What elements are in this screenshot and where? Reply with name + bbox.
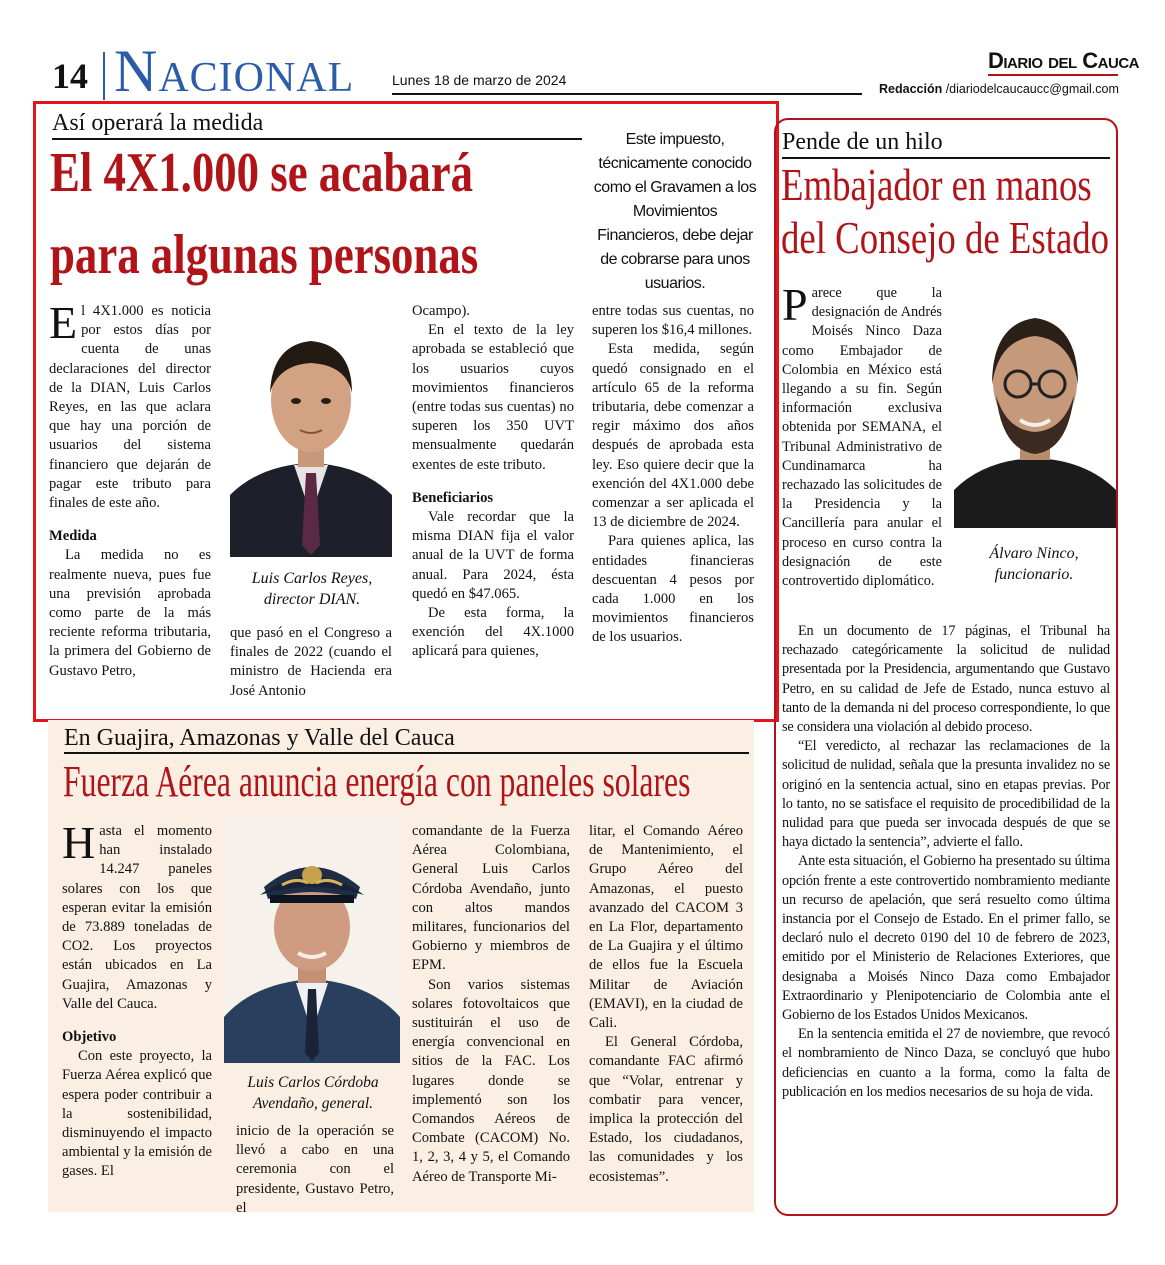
article-4x1000-col4-p3: Para quienes aplica, las entidades financieras descuentan 4 pesos por cada 1.000 en los movimientos financieros de los usuarios. [592, 533, 754, 646]
article-fuerza-aerea-col3-p1: comandante de la Fuerza Aérea Colombiana, General Luis Carlos Córdoba Avendaño, junto con altos mandos militares, funcionarios del Gobierno y miembros de EPM. [412, 823, 570, 974]
article-4x1000-headline-1: El 4X1.000 se acabará [50, 142, 474, 204]
article-4x1000-col1 [49, 297, 211, 681]
paper-name: Diario del Cauca [988, 48, 1139, 73]
article-4x1000-lead: l 4X1.000 es noticia por estos días por cuenta de unas declaraciones del director de la DIAN, Luis Carlos Reyes, en las que aclara que hay una porción de usuarios del sistema financiero que dejarán de pagar este tributo para finales de este año. [49, 303, 211, 512]
portrait-cordoba-illustration [224, 817, 400, 1063]
article-4x1000-kicker: Así operará la medida [52, 110, 264, 136]
article-fuerza-aerea-col2 [236, 1122, 394, 1218]
section-title: Nacional [114, 38, 355, 104]
article-4x1000-col2-p1: que pasó en el Congreso a finales de 2022 (cuando el ministro de Hacienda era José Antonio [230, 625, 392, 699]
article-embajador-kicker: Pende de un hilo [782, 129, 943, 155]
masthead-rule [392, 93, 862, 95]
article-fuerza-aerea-col4 [589, 822, 743, 1187]
photo-luis-carlos-reyes [230, 305, 392, 557]
article-fuerza-aerea-col3-p2: Son varios sistemas solares fotovoltaicos que sustituirán el uso de energía convencional en sitios de la FAC. Los lugares donde se implementó son los Comandos Aéreos de Combate (CACOM) No. 1, 2, 3, 4 y 5, el Comando Aéreo de Transporte Mi- [412, 976, 570, 1185]
article-fuerza-aerea-col4-p2: El General Córdoba, comandante FAC afirmó que “Volar, entrenar y combatir para vencer, implica la protección del Estado, los ciudadanos, las comunidades y los ecosistemas”. [589, 1034, 743, 1185]
dropcap-p: P [782, 279, 808, 330]
article-4x1000-col3-p2: En el texto de la ley aprobada se estableció que los usuarios cuyos movimientos financieros (entre todas sus cuentas) no superen los 350 UVT mensualmente quedarán exentes de este tributo. [412, 322, 574, 473]
issue-date: Lunes 18 de marzo de 2024 [392, 72, 567, 88]
photo-luis-carlos-cordoba [224, 817, 400, 1063]
page-number: 14 [52, 56, 88, 96]
article-4x1000-col4 [592, 302, 754, 648]
article-fuerza-aerea-headline: Fuerza Aérea anuncia energía con paneles solares [63, 757, 691, 806]
article-embajador-p3: “El veredicto, al rechazar las reclamaciones de la solicitud de nulidad, señala que la presunta invalidez no se originó en la sentencia actual, sino en etapas previas. Por lo tanto, no se satisface el requisito de procedibilidad de la nulidad para que pueda ser invocada después de que se haya dictado la sentencia”, advierte el fallo. [782, 738, 1110, 851]
caption-ninco: Álvaro Ninco, funcionario. [989, 545, 1079, 583]
article-4x1000-col3-p4: De esta forma, la exención del 4X.1000 aplicará para quienes, [412, 605, 574, 660]
article-fuerza-aerea-kicker-rule [64, 752, 749, 754]
redaccion-email: /diariodelcaucaucc@gmail.com [945, 82, 1119, 96]
article-4x1000-col3 [412, 302, 574, 662]
subhead-medida: Medida [49, 528, 97, 545]
article-4x1000-col3-p3: Vale recordar que la misma DIAN fija el valor anual de la UVT de forma anual. Para 2024, ésta quedó en $47.065. [412, 509, 574, 602]
article-embajador-p2: En un documento de 17 páginas, el Tribunal ha rechazado categóricamente la solicitud de nulidad presentada por la Presidencia, argumentando que Gustavo Petro, en su calidad de Jefe de Estado, nunca estuvo al tanto de la demanda ni del proceso correspondiente, lo que se considera una violación al debido proceso. [782, 623, 1110, 736]
portrait-reyes-illustration [230, 305, 392, 557]
caption-reyes: Luis Carlos Reyes, director DIAN. [251, 570, 373, 608]
redaccion-line [879, 82, 1119, 96]
portrait-ninco-illustration [954, 290, 1116, 528]
article-embajador-lead-text: arece que la designación de Andrés Moisés Ninco Daza como Embajador de Colombia en México está llegando a su fin. Según información exclusiva obtenida por SEMANA, el Tribunal Administrativo de Cundinamarca ha rechazado las solicitudes de la Presidencia y la Cancillería para anular el proceso en curso contra la designación de este controvertido diplomático. [782, 285, 942, 590]
article-fuerza-aerea-col1 [62, 817, 212, 1182]
subhead-beneficiarios: Beneficiarios [412, 489, 494, 506]
article-embajador-lead [782, 279, 942, 591]
subhead-objetivo: Objetivo [62, 1029, 117, 1046]
paper-name-rule [988, 74, 1118, 76]
article-fuerza-aerea-col3 [412, 822, 570, 1187]
article-embajador-headline-2: del Consejo de Estado [781, 212, 1110, 263]
masthead-divider [103, 52, 105, 100]
article-4x1000-col2 [230, 624, 392, 701]
article-fuerza-aerea-col2-p1: inicio de la operación se llevó a cabo en una ceremonia con el presidente, Gustavo Petro, el [236, 1123, 394, 1216]
redaccion-label: Redacción [879, 82, 943, 96]
article-embajador-p4: Ante esta situación, el Gobierno ha presentado su última opción frente a este controvertido nombramiento mediante un recurso de apelación, que será resuelto como última instancia por el Consejo de Estado. En el primer fallo, se declaró nulo el decreto 0190 del 10 de febrero de 2023, emitido por el Ministerio de Relaciones Exteriores, que designaba a Moisés Ninco Daza como Embajador Extraordinario y Plenipotenciario de Colombia ante el Gobierno de los Estados Unidos Mexicanos. [782, 853, 1110, 1024]
article-fuerza-aerea-col1-p2: Con este proyecto, la Fuerza Aérea explicó que espera poder contribuir a la sostenibilidad, disminuyendo el impacto ambiental y la emisión de gases. El [62, 1048, 212, 1180]
article-embajador-body [782, 622, 1110, 1102]
caption-cordoba: Luis Carlos Córdoba Avendaño, general. [247, 1074, 379, 1112]
article-fuerza-aerea-lead: asta el momento han instalado 14.247 paneles solares con los que esperan evitar la emisión de 73.889 toneladas de CO2. Los proyectos están ubicados en La Guajira, Amazonas y Valle del Cauca. [62, 823, 212, 1012]
article-embajador-headline-1: Embajador en manos [781, 159, 1092, 210]
article-fuerza-aerea-kicker: En Guajira, Amazonas y Valle del Cauca [64, 725, 455, 751]
article-4x1000-pullquote: Este impuesto, técnicamente conocido como el Gravamen a los Movimientos Financieros, debe dejar de cobrarse para unos usuarios. [593, 131, 757, 292]
article-4x1000-col1-p2: La medida no es realmente nueva, pues fue una previsión aprobada como parte de la más reciente reforma tributaria, la primera del Gobierno de Gustavo Petro, [49, 547, 211, 679]
article-4x1000-col4-p1: entre todas sus cuentas, no superen los $16,4 millones. [592, 303, 754, 339]
dropcap-h: H [62, 817, 96, 868]
article-4x1000-col4-p2: Esta medida, según quedó consignado en el artículo 65 de la reforma tributaria, debe comenzar a regir máximo dos años después de aprobada esta ley. Eso quiere decir que la exención del 4X1.000 debe comenzar a ser aplicada el 13 de diciembre de 2024. [592, 341, 754, 531]
dropcap-e: E [49, 297, 78, 348]
article-4x1000-col3-p1: Ocampo). [412, 303, 470, 319]
article-embajador-p5: En la sentencia emitida el 27 de noviembre, que revocó el nombramiento de Ninco Daza, se concluyó que hubo deficiencias en cuanto a la forma, como la falta de publicación en los medios necesarios de su hoja de vida. [782, 1026, 1110, 1100]
photo-alvaro-ninco [954, 290, 1116, 528]
article-fuerza-aerea-col4-p1: litar, el Comando Aéreo de Mantenimiento, el Grupo Aéreo del Amazonas, el puesto avanzado del CACOM 3 en La Flor, departamento de La Guajira y el último de ellos fue la Escuela Militar de Aviación (EMAVI), en la ciudad de Cali. [589, 823, 743, 1032]
article-4x1000-headline-2: para algunas personas [50, 224, 479, 286]
